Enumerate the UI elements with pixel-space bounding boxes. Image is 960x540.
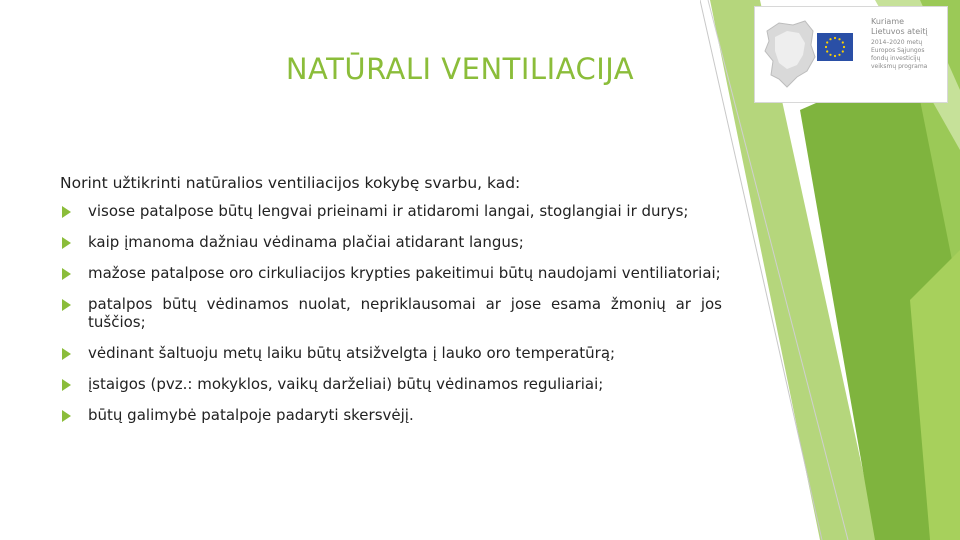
eu-flag-icon: [817, 33, 853, 61]
logo-line: 2014–2020 metų: [871, 39, 923, 46]
bullet-text: patalpos būtų vėdinamos nuolat, nepriklausomai ar jose esama žmonių ar jos tuščios;: [88, 295, 722, 331]
list-item: [62, 264, 722, 282]
bullet-list: [62, 202, 722, 424]
eu-funds-logo: [754, 6, 948, 103]
logo-line: veiksmų programa: [871, 63, 928, 70]
triangle-bullet-icon: [62, 268, 71, 280]
bullet-text: kaip įmanoma dažniau vėdinama plačiai atidarant langus;: [88, 233, 524, 251]
bullet-text: įstaigos (pvz.: mokyklos, vaikų darželiai) būtų vėdinamos reguliariai;: [88, 375, 604, 393]
triangle-bullet-icon: [62, 299, 71, 311]
triangle-bullet-icon: [62, 237, 71, 249]
list-item: [62, 202, 722, 220]
logo-line: Kuriame: [871, 17, 905, 26]
intro-text: Norint užtikrinti natūralios ventiliacijos kokybę svarbu, kad:: [60, 174, 521, 192]
bullet-text: mažose patalpose oro cirkuliacijos krypties pakeitimui būtų naudojami ventiliatoriai;: [88, 264, 721, 282]
logo-text: [871, 17, 947, 71]
list-item: [62, 295, 722, 331]
list-item: [62, 406, 722, 424]
logo-line: Lietuvos ateitį: [871, 27, 928, 36]
list-item: [62, 375, 722, 393]
triangle-bullet-icon: [62, 410, 71, 422]
triangle-bullet-icon: [62, 379, 71, 391]
list-item: [62, 344, 722, 362]
bullet-text: būtų galimybė patalpoje padaryti skersvėjį.: [88, 406, 414, 424]
list-item: [62, 233, 722, 251]
bullet-text: vėdinant šaltuoju metų laiku būtų atsižvelgta į lauko oro temperatūrą;: [88, 344, 616, 362]
lithuania-map-icon: [761, 17, 817, 89]
triangle-bullet-icon: [62, 206, 71, 218]
logo-line: fondų investicijų: [871, 55, 921, 62]
triangle-bullet-icon: [62, 348, 71, 360]
bullet-text: visose patalpose būtų lengvai prieinami ir atidaromi langai, stoglangiai ir durys;: [88, 202, 689, 220]
slide-title: NATŪRALI VENTILIACIJA: [285, 52, 635, 86]
logo-line: Europos Sąjungos: [871, 47, 925, 54]
